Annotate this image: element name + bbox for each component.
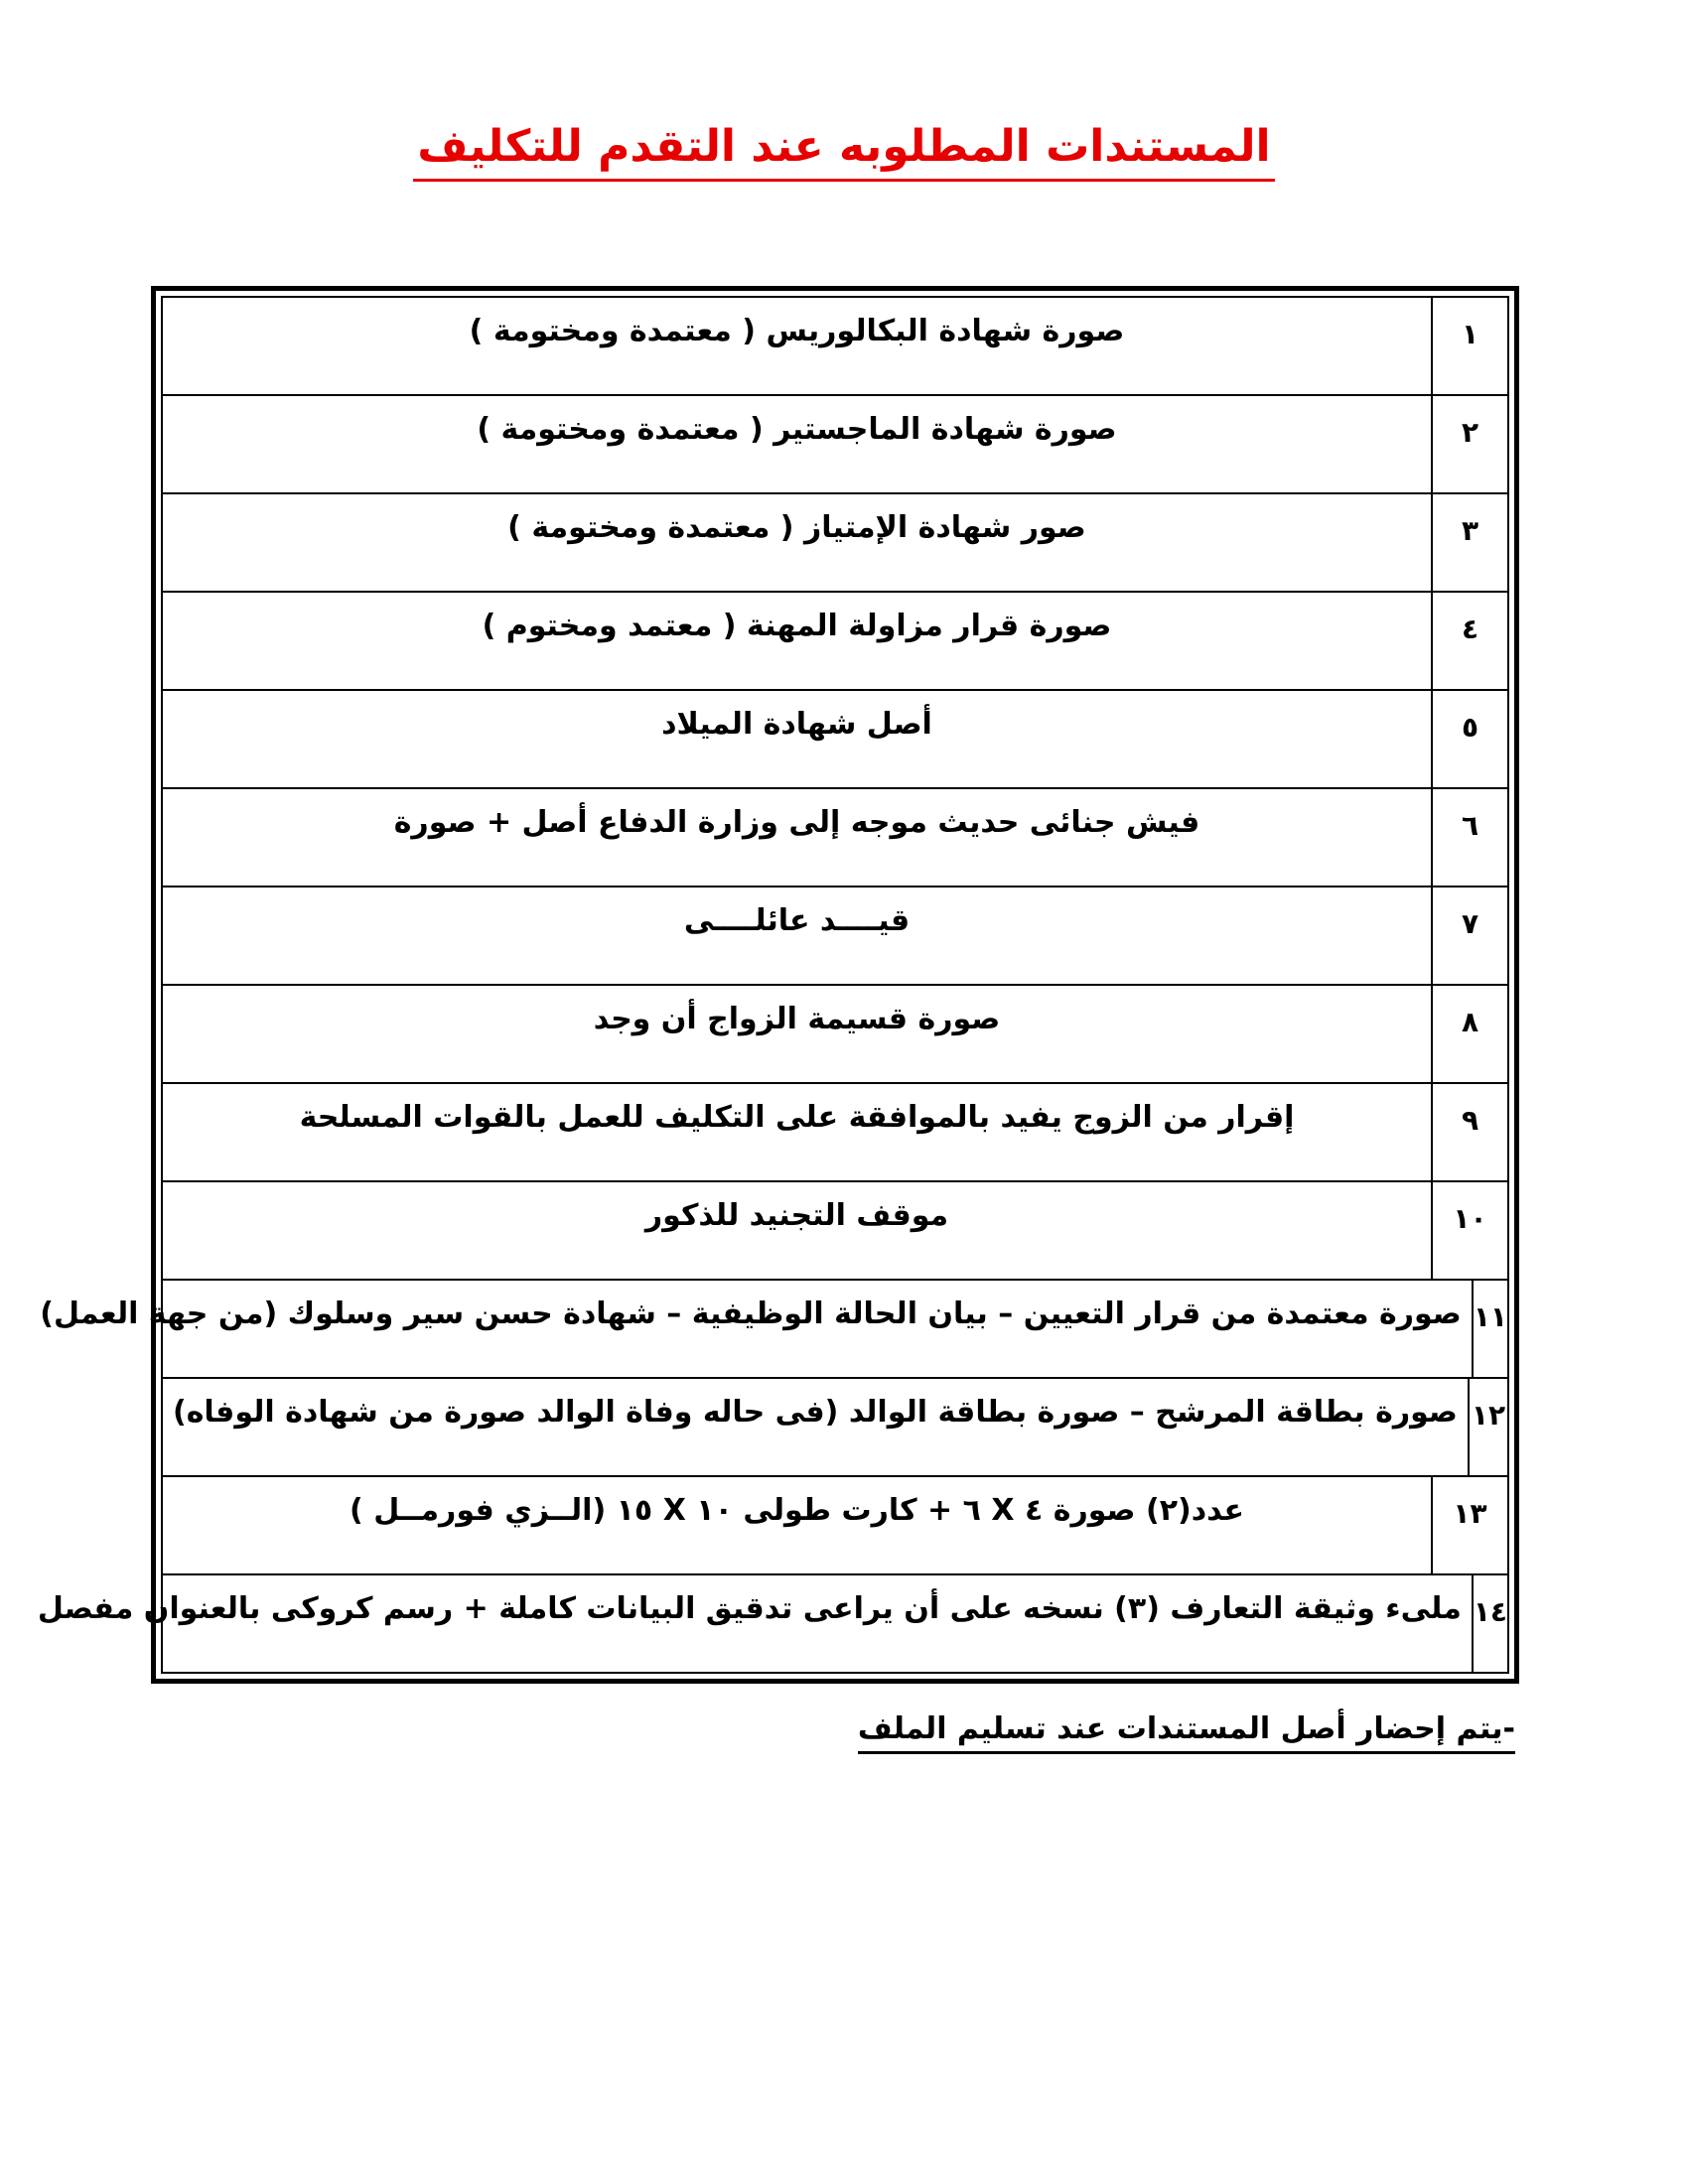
row-text: صور شهادة الإمتياز ( معتمدة ومختومة ) [507,510,1086,545]
row-number: ٣ [1431,494,1507,591]
table-row [163,986,1507,1084]
table-row [163,593,1507,691]
table-row [163,887,1507,986]
row-number: ١٢ [1468,1379,1507,1475]
row-text: قيــــد عائلــــى [683,903,911,938]
row-text: إقرار من الزوج يفيد بالموافقة على التكليف للعمل بالقوات المسلحة [299,1100,1295,1135]
row-text: صورة بطاقة المرشح – صورة بطاقة الوالد (فى حاله وفاة الوالد صورة من شهادة الوفاه) [173,1395,1458,1430]
row-number: ٢ [1431,396,1507,492]
row-text: ملىء وثيقة التعارف (٣) نسخه على أن يراعى تدقيق البيانات كاملة + رسم كروكى بالعنوان مفصل [37,1591,1462,1626]
table-row [163,789,1507,887]
row-number: ١٠ [1431,1182,1507,1279]
row-text: أصل شهادة الميلاد [661,707,932,742]
table-row [37,1575,1507,1672]
table-row [40,1281,1507,1379]
documents-table [37,286,1519,1684]
row-number: ٩ [1431,1084,1507,1180]
table-row [163,1084,1507,1182]
row-number: ٧ [1431,887,1507,984]
row-number: ١٤ [1472,1575,1507,1672]
row-text: صورة قرار مزاولة المهنة ( معتمد ومختوم ) [482,609,1112,643]
table-row [163,691,1507,789]
table-row [163,298,1507,396]
documents-table-body [37,296,1509,1674]
table-row [163,1477,1507,1575]
row-number: ٨ [1431,986,1507,1082]
table-row [163,396,1507,494]
row-number: ١١ [1472,1281,1507,1377]
row-number: ٤ [1431,593,1507,689]
table-row [163,1379,1507,1477]
page-title [0,117,1688,182]
row-text: صورة معتمدة من قرار التعيين – بيان الحالة الوظيفية – شهادة حسن سير وسلوك (من جهة العمل) [40,1297,1462,1331]
row-text: صورة قسيمة الزواج أن وجد [593,1002,1001,1036]
row-text: موقف التجنيد للذكور [644,1198,949,1233]
row-number: ٥ [1431,691,1507,787]
table-row [163,494,1507,593]
row-text: فيش جنائى حديث موجه إلى وزارة الدفاع أصل + صورة [393,805,1200,840]
row-text: صورة شهادة الماجستير ( معتمدة ومختومة ) [477,412,1117,447]
table-row [163,1182,1507,1281]
page-title-text: المستندات المطلوبه عند التقدم للتكليف [413,117,1274,182]
row-number: ١٣ [1431,1477,1507,1573]
row-text: صورة شهادة البكالوريس ( معتمدة ومختومة ) [469,314,1125,348]
row-text: عدد(٢) صورة ٤ X ٦ + كارت طولى ١٠ X ١٥ (الــزي فورمــل ) [350,1493,1244,1528]
row-number: ٦ [1431,789,1507,886]
row-number: ١ [1431,298,1507,394]
footer-note: -يتم إحضار أصل المستندات عند تسليم الملف [858,1709,1515,1754]
